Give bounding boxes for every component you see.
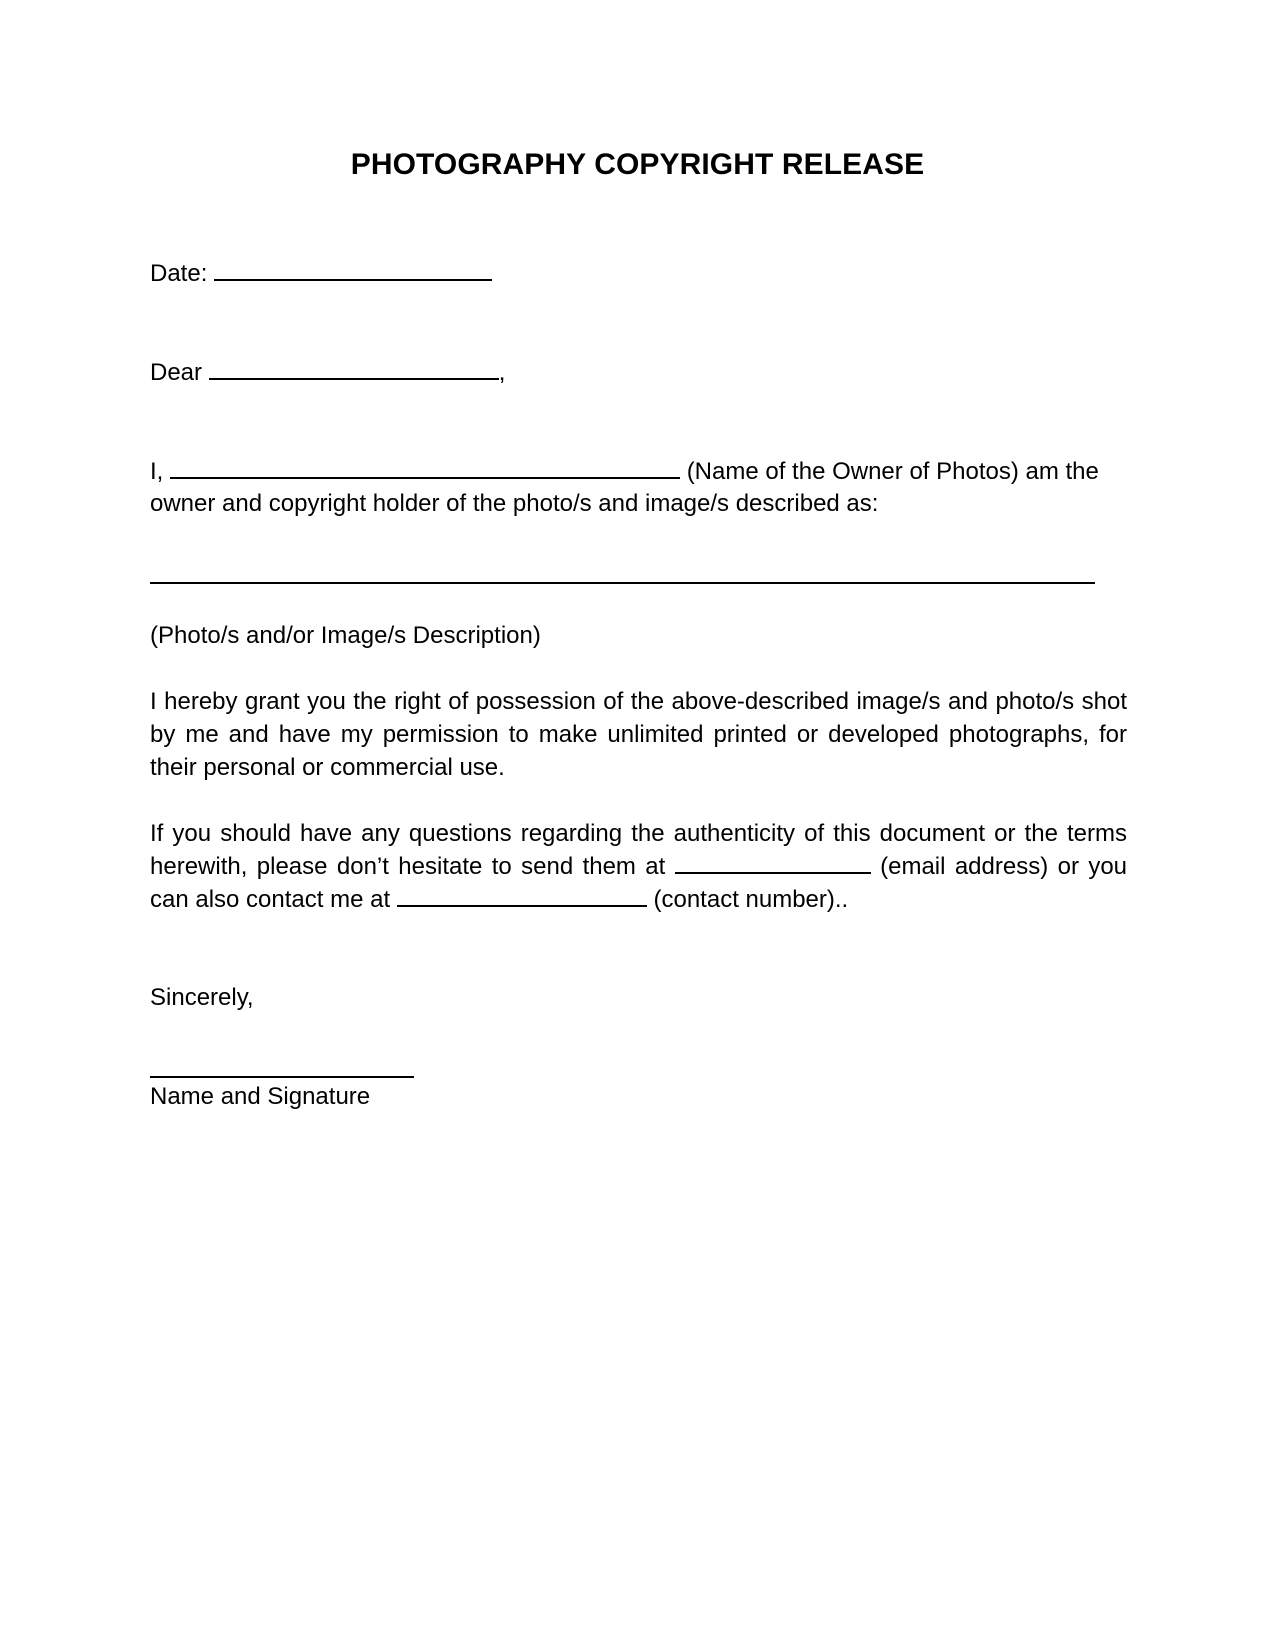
owner-suffix: (Name of the Owner of Photos) am the [686,458,1099,485]
salutation-line [150,356,505,389]
closing-text: Sincerely, [150,984,254,1011]
phone-blank-field[interactable] [397,883,647,907]
date-blank-field[interactable] [214,257,492,281]
contact-text-3: (contact number).. [653,886,849,913]
date-label: Date: [150,260,208,287]
recipient-blank-field[interactable] [209,356,499,380]
date-line [150,257,492,290]
owner-line-1 [150,455,1099,488]
grant-paragraph: I hereby grant you the right of possession of the above-described image/s and photo/s shot by me and have my permission to make unlimited printed or developed photographs, for their personal or commercial use. [150,688,1127,781]
contact-text-2: (email address) or you can also contact me at [150,853,1128,913]
document-title: PHOTOGRAPHY COPYRIGHT RELEASE [350,148,925,181]
dear-comma: , [498,359,506,386]
contact-paragraph [150,817,1127,916]
contact-text-1: If you should have any questions regarding the authenticity of this document or the terms herewith, please don’t hesitate to send them at [150,820,1127,880]
owner-line-2: owner and copyright holder of the photo/s and image/s described as: [150,490,879,517]
email-blank-field[interactable] [675,850,871,874]
dear-label: Dear [150,359,203,386]
owner-name-blank-field[interactable] [170,455,680,479]
signature-blank-field[interactable] [150,1076,414,1078]
signature-caption: Name and Signature [150,1083,371,1110]
owner-prefix: I, [150,458,164,485]
description-blank-field[interactable] [150,582,1095,584]
description-caption: (Photo/s and/or Image/s Description) [150,622,541,649]
